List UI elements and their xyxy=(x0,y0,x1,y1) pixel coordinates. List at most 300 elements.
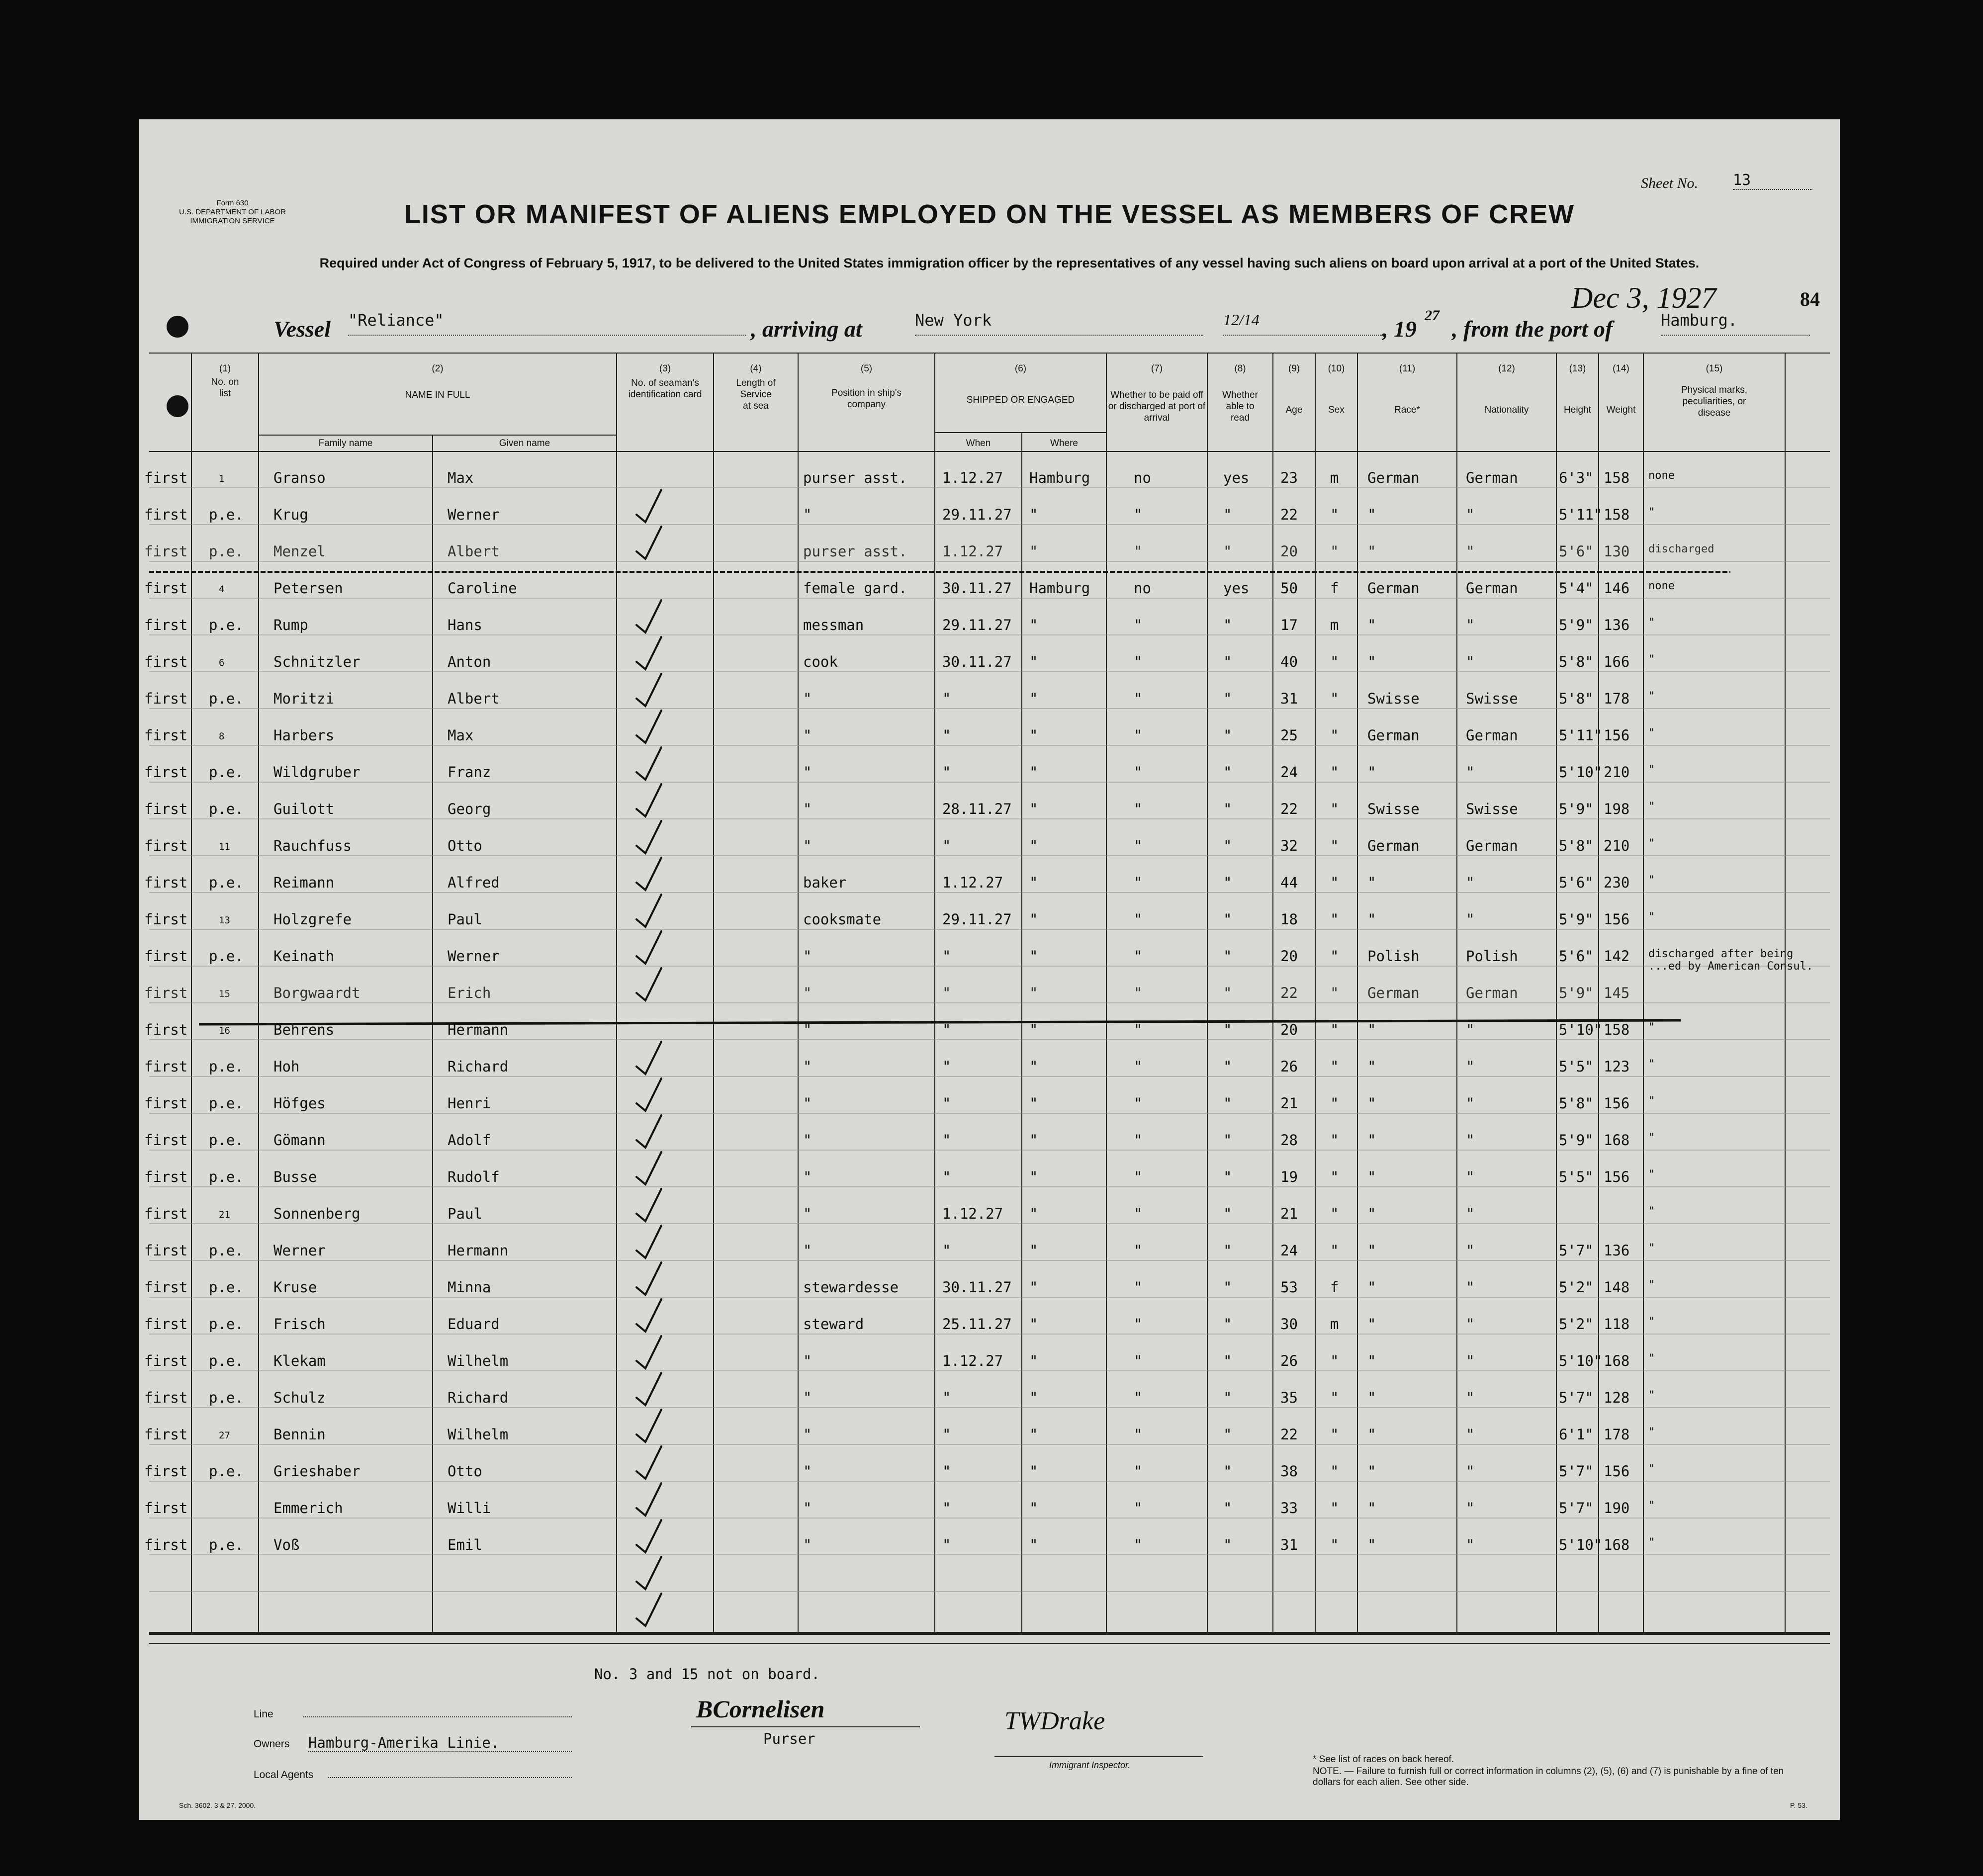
shipped-when-cell: " xyxy=(942,1536,951,1553)
height-cell: 5'9" xyxy=(1559,801,1594,817)
sex-cell: " xyxy=(1330,1463,1339,1480)
pe-cell: p.e. xyxy=(209,1316,244,1333)
shipped-when-cell: 1.12.27 xyxy=(942,469,1003,486)
read-cell: " xyxy=(1223,1279,1232,1296)
position-cell: " xyxy=(803,1389,812,1406)
age-cell: 20 xyxy=(1280,543,1298,560)
paid-off-cell: " xyxy=(1134,653,1143,670)
race-footnote: * See list of races on back hereof. xyxy=(1313,1754,1454,1765)
nationality-cell: " xyxy=(1466,1205,1475,1222)
height-cell: 5'6" xyxy=(1559,948,1594,965)
nationality-cell: " xyxy=(1466,1168,1475,1185)
read-cell: " xyxy=(1223,984,1232,1001)
requirement-text: Required under Act of Congress of February 5, 1917, to be delivered to the United States immigration officer by the representatives of any vessel having such aliens on board upon arrival at a port of the United States. xyxy=(319,256,1700,270)
read-cell: " xyxy=(1223,1095,1232,1112)
paid-off-cell: " xyxy=(1134,764,1143,781)
nationality-cell: " xyxy=(1466,1426,1475,1443)
position-cell: " xyxy=(803,1536,812,1553)
nationality-cell: " xyxy=(1466,1463,1475,1480)
list-no-cell: 16 xyxy=(219,1025,230,1036)
shipped-where-cell: " xyxy=(1029,1352,1038,1369)
given-name-cell: Henri xyxy=(448,1095,491,1112)
height-cell: 5'11" xyxy=(1559,727,1603,744)
weight-cell: 118 xyxy=(1604,1316,1630,1333)
class-cell: first xyxy=(144,1095,188,1112)
read-cell: " xyxy=(1223,1168,1232,1185)
page-number: 84 xyxy=(1800,288,1820,310)
race-cell: " xyxy=(1367,1500,1376,1517)
paid-off-cell: " xyxy=(1134,1242,1143,1259)
class-cell: first xyxy=(144,1058,188,1075)
weight-cell: 168 xyxy=(1604,1352,1630,1369)
race-cell: " xyxy=(1367,1279,1376,1296)
col-header-paid-off: (7) Whether to be paid off or discharged at port of arrival xyxy=(1108,363,1206,423)
given-name-cell: Emil xyxy=(448,1536,482,1553)
weight-cell: 146 xyxy=(1604,580,1630,597)
marks-cell: discharged xyxy=(1648,543,1714,555)
paid-off-cell: no xyxy=(1134,469,1151,486)
age-cell: 53 xyxy=(1280,1279,1298,1296)
marks-cell: " xyxy=(1648,617,1655,629)
form-number: Form 630 xyxy=(216,199,249,207)
paid-off-cell: " xyxy=(1134,948,1143,965)
position-cell: " xyxy=(803,948,812,965)
position-cell: " xyxy=(803,1021,812,1038)
given-name-cell: Rudolf xyxy=(448,1168,500,1185)
position-cell: " xyxy=(803,690,812,707)
family-name-cell: Petersen xyxy=(273,580,343,597)
shipped-when-cell: " xyxy=(942,690,951,707)
race-cell: " xyxy=(1367,1095,1376,1112)
shipped-where-cell: " xyxy=(1029,1536,1038,1553)
class-cell: first xyxy=(144,1205,188,1222)
age-cell: 20 xyxy=(1280,948,1298,965)
pe-cell: p.e. xyxy=(209,1463,244,1480)
height-cell: 5'9" xyxy=(1559,1132,1594,1149)
height-cell: 5'8" xyxy=(1559,837,1594,854)
shipped-when-cell: " xyxy=(942,1389,951,1406)
shipped-when-cell: 30.11.27 xyxy=(942,653,1012,670)
sex-cell: m xyxy=(1330,1316,1339,1333)
age-cell: 28 xyxy=(1280,1132,1298,1149)
position-cell: " xyxy=(803,506,812,523)
nationality-cell: " xyxy=(1466,653,1475,670)
given-name-cell: Richard xyxy=(448,1058,509,1075)
marks-cell: none xyxy=(1648,469,1675,482)
purser-signature: BCornelisen xyxy=(696,1695,825,1723)
nationality-cell: " xyxy=(1466,874,1475,891)
marks-cell: " xyxy=(1648,653,1655,666)
given-name-cell: Erich xyxy=(448,984,491,1001)
shipped-when-cell: 29.11.27 xyxy=(942,617,1012,633)
class-cell: first xyxy=(144,764,188,781)
sex-cell: " xyxy=(1330,1500,1339,1517)
given-name-cell: Albert xyxy=(448,690,500,707)
height-cell: 5'9" xyxy=(1559,911,1594,928)
list-no-cell: 13 xyxy=(219,915,230,926)
shipped-where-cell: " xyxy=(1029,1168,1038,1185)
age-cell: 21 xyxy=(1280,1095,1298,1112)
inspector-line xyxy=(994,1756,1203,1757)
weight-cell: 158 xyxy=(1604,469,1630,486)
race-cell: " xyxy=(1367,1463,1376,1480)
age-cell: 25 xyxy=(1280,727,1298,744)
sex-cell: " xyxy=(1330,1536,1339,1553)
shipped-when-cell: " xyxy=(942,1426,951,1443)
arriving-label: , arriving at xyxy=(751,316,862,342)
sex-cell: " xyxy=(1330,984,1339,1001)
shipped-when-cell: " xyxy=(942,1021,951,1038)
class-cell: first xyxy=(144,1500,188,1517)
col-header-sex: (10) Sex xyxy=(1328,363,1345,415)
shipped-where-cell: " xyxy=(1029,1316,1038,1333)
position-cell: " xyxy=(803,764,812,781)
paid-off-cell: " xyxy=(1134,911,1143,928)
weight-cell: 130 xyxy=(1604,543,1630,560)
weight-cell: 156 xyxy=(1604,1095,1630,1112)
shipped-where-cell: " xyxy=(1029,1132,1038,1149)
line-field xyxy=(303,1716,572,1717)
manifest-sheet xyxy=(139,119,1840,1820)
race-cell: " xyxy=(1367,1168,1376,1185)
pe-cell: p.e. xyxy=(209,1168,244,1185)
pe-cell: p.e. xyxy=(209,1279,244,1296)
col-header-service-length: (4) Length of Service at sea xyxy=(736,363,776,411)
height-cell: 5'9" xyxy=(1559,984,1594,1001)
read-cell: " xyxy=(1223,837,1232,854)
class-cell: first xyxy=(144,1021,188,1038)
class-cell: first xyxy=(144,801,188,817)
shipped-when-cell: " xyxy=(942,727,951,744)
shipped-where-cell: " xyxy=(1029,506,1038,523)
weight-cell: 158 xyxy=(1604,506,1630,523)
read-cell: " xyxy=(1223,764,1232,781)
height-cell: 5'11" xyxy=(1559,506,1603,523)
col-header-no-label: No. on list xyxy=(211,377,239,399)
age-cell: 24 xyxy=(1280,1242,1298,1259)
class-cell: first xyxy=(144,1352,188,1369)
race-cell: " xyxy=(1367,1242,1376,1259)
family-name-cell: Granso xyxy=(273,469,326,486)
age-cell: 50 xyxy=(1280,580,1298,597)
sex-cell: f xyxy=(1330,580,1339,597)
vessel-label: Vessel xyxy=(273,316,331,342)
given-name-cell: Hermann xyxy=(448,1021,509,1038)
shipped-where-cell: " xyxy=(1029,1389,1038,1406)
list-no-cell: 6 xyxy=(219,657,225,668)
class-cell: first xyxy=(144,727,188,744)
age-cell: 44 xyxy=(1280,874,1298,891)
paid-off-cell: " xyxy=(1134,1058,1143,1075)
given-name-cell: Anton xyxy=(448,653,491,670)
position-cell: " xyxy=(803,984,812,1001)
marks-cell: " xyxy=(1648,1389,1655,1402)
paid-off-cell: " xyxy=(1134,1205,1143,1222)
paid-off-cell: " xyxy=(1134,1316,1143,1333)
nationality-cell: German xyxy=(1466,580,1518,597)
class-cell: first xyxy=(144,690,188,707)
paid-off-cell: " xyxy=(1134,617,1143,633)
race-cell: " xyxy=(1367,1426,1376,1443)
paid-off-cell: " xyxy=(1134,1095,1143,1112)
owners-label: Owners xyxy=(254,1738,290,1750)
read-cell: " xyxy=(1223,690,1232,707)
nationality-cell: German xyxy=(1466,984,1518,1001)
marks-cell: " xyxy=(1648,1463,1655,1475)
paid-off-cell: " xyxy=(1134,690,1143,707)
race-cell: " xyxy=(1367,1316,1376,1333)
sex-cell: " xyxy=(1330,1132,1339,1149)
paid-off-cell: " xyxy=(1134,1279,1143,1296)
shipped-where-cell: " xyxy=(1029,690,1038,707)
position-cell: " xyxy=(803,1426,812,1443)
age-cell: 26 xyxy=(1280,1058,1298,1075)
shipped-when-cell: " xyxy=(942,948,951,965)
shipped-when-cell: " xyxy=(942,1132,951,1149)
family-name-cell: Keinath xyxy=(273,948,335,965)
position-cell: cooksmate xyxy=(803,911,882,928)
nationality-cell: " xyxy=(1466,1352,1475,1369)
position-cell: " xyxy=(803,1463,812,1480)
given-name-cell: Albert xyxy=(448,543,500,560)
family-name-cell: Gömann xyxy=(273,1132,326,1149)
given-name-cell: Georg xyxy=(448,801,491,817)
class-cell: first xyxy=(144,1389,188,1406)
inspector-label: Immigrant Inspector. xyxy=(1049,1760,1131,1770)
arrival-date: 12/14 xyxy=(1223,311,1382,336)
height-cell: 5'10" xyxy=(1559,1352,1603,1369)
marks-cell: " xyxy=(1648,1242,1655,1254)
shipped-when-cell: " xyxy=(942,1095,951,1112)
position-cell: cook xyxy=(803,653,838,670)
nationality-cell: " xyxy=(1466,1095,1475,1112)
position-cell: " xyxy=(803,801,812,817)
sex-cell: f xyxy=(1330,1279,1339,1296)
height-cell: 5'6" xyxy=(1559,874,1594,891)
marks-cell: " xyxy=(1648,837,1655,850)
position-cell: purser asst. xyxy=(803,469,907,486)
weight-cell: 136 xyxy=(1604,617,1630,633)
pe-cell: p.e. xyxy=(209,1058,244,1075)
paid-off-cell: " xyxy=(1134,1168,1143,1185)
height-cell: 5'8" xyxy=(1559,1095,1594,1112)
height-cell: 5'7" xyxy=(1559,1242,1594,1259)
age-cell: 19 xyxy=(1280,1168,1298,1185)
given-name-cell: Minna xyxy=(448,1279,491,1296)
class-cell: first xyxy=(144,653,188,670)
height-cell: 5'7" xyxy=(1559,1389,1594,1406)
race-cell: " xyxy=(1367,653,1376,670)
nationality-cell: " xyxy=(1466,1500,1475,1517)
print-code: Sch. 3602. 3 & 27. 2000. xyxy=(179,1801,256,1809)
sex-cell: " xyxy=(1330,1242,1339,1259)
paid-off-cell: " xyxy=(1134,837,1143,854)
class-cell: first xyxy=(144,874,188,891)
col-header-id-card: (3) No. of seaman's identification card xyxy=(628,363,702,400)
race-cell: German xyxy=(1367,469,1420,486)
nationality-cell: Swisse xyxy=(1466,690,1518,707)
weight-cell: 156 xyxy=(1604,1168,1630,1185)
race-cell: " xyxy=(1367,1058,1376,1075)
weight-cell: 168 xyxy=(1604,1536,1630,1553)
vessel-name: "Reliance" xyxy=(348,311,746,336)
height-cell: 5'9" xyxy=(1559,617,1594,633)
height-cell: 5'8" xyxy=(1559,653,1594,670)
family-name-cell: Guilott xyxy=(273,801,335,817)
sex-cell: " xyxy=(1330,543,1339,560)
age-cell: 35 xyxy=(1280,1389,1298,1406)
class-cell: first xyxy=(144,984,188,1001)
family-name-cell: Wildgruber xyxy=(273,764,361,781)
col-header-age: (9) Age xyxy=(1285,363,1303,415)
age-cell: 38 xyxy=(1280,1463,1298,1480)
race-cell: German xyxy=(1367,984,1420,1001)
year-value: 27 xyxy=(1425,307,1440,324)
marks-cell: discharged after being ...ed by American Consul. xyxy=(1648,948,1813,973)
shipped-where-cell: " xyxy=(1029,1463,1038,1480)
shipped-where-cell: " xyxy=(1029,1242,1038,1259)
pe-cell: p.e. xyxy=(209,1095,244,1112)
sheet-number: 13 xyxy=(1733,172,1812,190)
penalty-note: NOTE. — Failure to furnish full or correct information in columns (2), (5), (6) and (7) is punishable by a fine of ten dollars for each alien. See other side. xyxy=(1313,1766,1784,1787)
list-no-cell: 11 xyxy=(219,841,230,852)
year-label: , 19 xyxy=(1382,316,1417,342)
marks-cell: " xyxy=(1648,1058,1655,1071)
age-cell: 24 xyxy=(1280,764,1298,781)
page-title: LIST OR MANIFEST OF ALIENS EMPLOYED ON THE VESSEL AS MEMBERS OF CREW xyxy=(404,199,1575,229)
paid-off-cell: " xyxy=(1134,874,1143,891)
shipped-where-cell: " xyxy=(1029,543,1038,560)
list-no-cell: 4 xyxy=(219,584,225,595)
given-name-cell: Otto xyxy=(448,1463,482,1480)
family-name-cell: Emmerich xyxy=(273,1500,343,1517)
height-cell: 5'2" xyxy=(1559,1316,1594,1333)
shipped-where-cell: " xyxy=(1029,1058,1038,1075)
sex-cell: " xyxy=(1330,1352,1339,1369)
paid-off-cell: " xyxy=(1134,1389,1143,1406)
paid-off-cell: " xyxy=(1134,1536,1143,1553)
age-cell: 32 xyxy=(1280,837,1298,854)
height-cell: 5'8" xyxy=(1559,690,1594,707)
line-label: Line xyxy=(254,1708,273,1720)
pe-cell: p.e. xyxy=(209,874,244,891)
sex-cell: " xyxy=(1330,801,1339,817)
pe-cell: p.e. xyxy=(209,1536,244,1553)
shipped-when-cell: " xyxy=(942,837,951,854)
family-name-cell: Grieshaber xyxy=(273,1463,361,1480)
shipped-where-cell: " xyxy=(1029,1205,1038,1222)
given-name-cell: Wilhelm xyxy=(448,1352,509,1369)
weight-cell: 142 xyxy=(1604,948,1630,965)
given-name-cell: Max xyxy=(448,469,474,486)
position-cell: " xyxy=(803,837,812,854)
age-cell: 30 xyxy=(1280,1316,1298,1333)
shipped-when-cell: " xyxy=(942,1463,951,1480)
class-cell: first xyxy=(144,1242,188,1259)
paid-off-cell: " xyxy=(1134,1463,1143,1480)
age-cell: 23 xyxy=(1280,469,1298,486)
read-cell: " xyxy=(1223,543,1232,560)
position-cell: " xyxy=(803,1095,812,1112)
sex-cell: " xyxy=(1330,1095,1339,1112)
race-cell: " xyxy=(1367,911,1376,928)
family-name-cell: Busse xyxy=(273,1168,317,1185)
weight-cell: 178 xyxy=(1604,690,1630,707)
pe-cell: p.e. xyxy=(209,764,244,781)
read-cell: " xyxy=(1223,1058,1232,1075)
race-cell: " xyxy=(1367,543,1376,560)
family-name-cell: Frisch xyxy=(273,1316,326,1333)
shipped-where-cell: " xyxy=(1029,948,1038,965)
local-agents-field xyxy=(328,1777,572,1778)
family-name-cell: Höfges xyxy=(273,1095,326,1112)
col-header-nationality: (12) Nationality xyxy=(1484,363,1529,415)
list-no-cell: 27 xyxy=(219,1430,230,1441)
weight-cell: 158 xyxy=(1604,1021,1630,1038)
race-cell: " xyxy=(1367,1352,1376,1369)
weight-cell: 166 xyxy=(1604,653,1630,670)
family-name-cell: Borgwaardt xyxy=(273,984,361,1001)
form-page-code: P. 53. xyxy=(1790,1801,1807,1809)
read-cell: " xyxy=(1223,506,1232,523)
family-name-cell: Reimann xyxy=(273,874,335,891)
marks-cell: " xyxy=(1648,1132,1655,1144)
read-cell: " xyxy=(1223,727,1232,744)
family-name-cell: Schulz xyxy=(273,1389,326,1406)
race-cell: " xyxy=(1367,874,1376,891)
position-cell: " xyxy=(803,1352,812,1369)
family-name-cell: Holzgrefe xyxy=(273,911,352,928)
pe-cell: p.e. xyxy=(209,690,244,707)
sex-cell: " xyxy=(1330,911,1339,928)
nationality-cell: " xyxy=(1466,617,1475,633)
paid-off-cell: " xyxy=(1134,1500,1143,1517)
shipped-where-cell: " xyxy=(1029,911,1038,928)
position-cell: " xyxy=(803,1500,812,1517)
sheet-label: Sheet No. xyxy=(1641,175,1698,191)
height-cell: 5'10" xyxy=(1559,1021,1603,1038)
age-cell: 21 xyxy=(1280,1205,1298,1222)
sex-cell: " xyxy=(1330,837,1339,854)
given-name-cell: Eduard xyxy=(448,1316,500,1333)
pe-cell: p.e. xyxy=(209,1132,244,1149)
nationality-cell: German xyxy=(1466,469,1518,486)
sex-cell: " xyxy=(1330,506,1339,523)
race-cell: Polish xyxy=(1367,948,1420,965)
owners-value: Hamburg-Amerika Linie. xyxy=(308,1734,572,1752)
marks-cell: " xyxy=(1648,506,1655,519)
weight-cell: 136 xyxy=(1604,1242,1630,1259)
height-cell: 5'6" xyxy=(1559,543,1594,560)
nationality-cell: " xyxy=(1466,1021,1475,1038)
weight-cell: 156 xyxy=(1604,727,1630,744)
dept-name: U.S. DEPARTMENT OF LABOR xyxy=(179,208,286,216)
col-header-no: (1) No. on list xyxy=(191,363,259,401)
shipped-when-cell: " xyxy=(942,764,951,781)
weight-cell: 168 xyxy=(1604,1132,1630,1149)
pe-cell: p.e. xyxy=(209,1352,244,1369)
race-cell: " xyxy=(1367,506,1376,523)
col-header-read: (8) Whether able to read xyxy=(1222,363,1258,423)
col-header-race: (11) Race* xyxy=(1394,363,1420,415)
shipped-where-cell: " xyxy=(1029,727,1038,744)
given-name-cell: Hermann xyxy=(448,1242,509,1259)
col-header-height: (13) Height xyxy=(1564,363,1591,415)
nationality-cell: " xyxy=(1466,1279,1475,1296)
age-cell: 40 xyxy=(1280,653,1298,670)
read-cell: " xyxy=(1223,1242,1232,1259)
pe-cell: p.e. xyxy=(209,1242,244,1259)
